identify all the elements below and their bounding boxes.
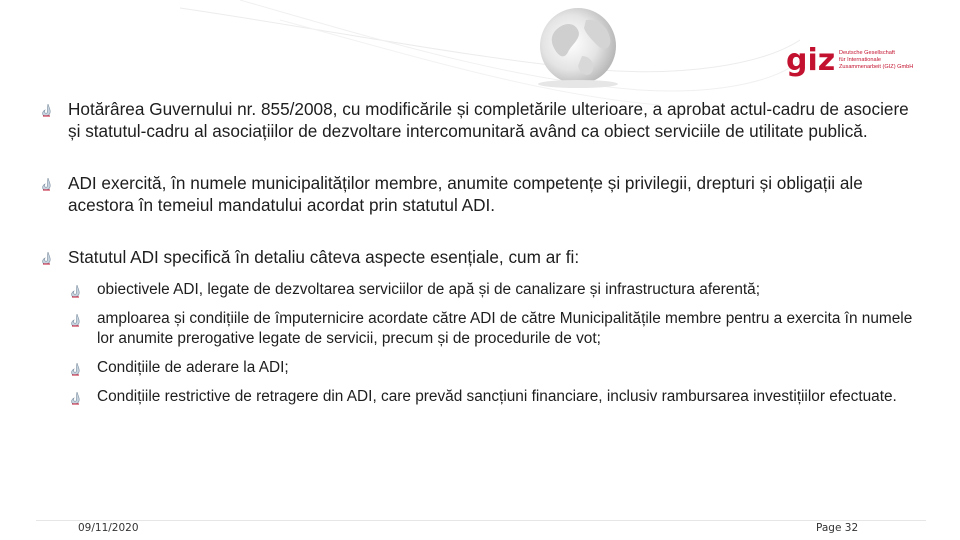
flame-bullet-icon bbox=[71, 285, 80, 298]
footer-page-number: Page 32 bbox=[816, 522, 859, 534]
bullet-text: Statutul ADI specifică în detaliu câteva aspecte esențiale, cum ar fi: bbox=[68, 247, 580, 267]
sub-bullet-item bbox=[40, 358, 920, 378]
globe-image bbox=[512, 0, 642, 90]
sub-bullet-text: Condițiile restrictive de retragere din ADI, care prevăd sancțiuni financiare, inclusiv rambursarea investițiilor efectuate. bbox=[97, 388, 897, 405]
bullet-item bbox=[40, 98, 920, 142]
sub-bullet-item bbox=[40, 280, 920, 300]
flame-bullet-icon bbox=[42, 178, 51, 191]
bullet-item bbox=[40, 246, 920, 268]
footer-divider bbox=[36, 520, 926, 521]
sub-bullet-item bbox=[40, 387, 920, 407]
logo-tagline-line: Deutsche Gesellschaft bbox=[839, 50, 895, 56]
giz-logo-tagline bbox=[839, 50, 939, 71]
bullet-item bbox=[40, 172, 920, 216]
bullet-text: Hotărârea Guvernului nr. 855/2008, cu modificările și completările ulterioare, a aprobat actul-cadru de asociere și statutul-cadru al asociațiilor de dezvoltare intercomunitară având ca obiect serviciile de utilitate publică. bbox=[68, 99, 909, 141]
giz-logo bbox=[786, 43, 946, 80]
giz-logo-mark: giz bbox=[786, 43, 836, 78]
sub-bullet-text: obiectivele ADI, legate de dezvoltarea serviciilor de apă și de canalizare și infrastructura aferentă; bbox=[97, 281, 761, 298]
footer-date: 09/11/2020 bbox=[78, 522, 139, 534]
flame-bullet-icon bbox=[71, 314, 80, 327]
logo-tagline-line: Zusammenarbeit (GIZ) GmbH bbox=[839, 64, 914, 70]
sub-bullet-item bbox=[40, 309, 920, 349]
flame-bullet-icon bbox=[71, 392, 80, 405]
sub-bullet-text: Condițiile de aderare la ADI; bbox=[97, 359, 289, 376]
bullet-text: ADI exercită, în numele municipalităților membre, anumite competențe și privilegii, drepturi și obligații ale acestora în temeiul mandatului acordat prin statutul ADI. bbox=[68, 173, 863, 215]
flame-bullet-icon bbox=[71, 363, 80, 376]
flame-bullet-icon bbox=[42, 104, 51, 117]
content-bullets bbox=[40, 98, 920, 416]
sub-bullet-text: amploarea și condițiile de împuternicire acordate către ADI de către Municipalitățile membre pentru a exercita în numele lor anumite prerogative legate de servicii, precum și de procedurile de vot; bbox=[97, 310, 913, 347]
logo-tagline-line: für Internationale bbox=[839, 57, 881, 63]
flame-bullet-icon bbox=[42, 252, 51, 265]
